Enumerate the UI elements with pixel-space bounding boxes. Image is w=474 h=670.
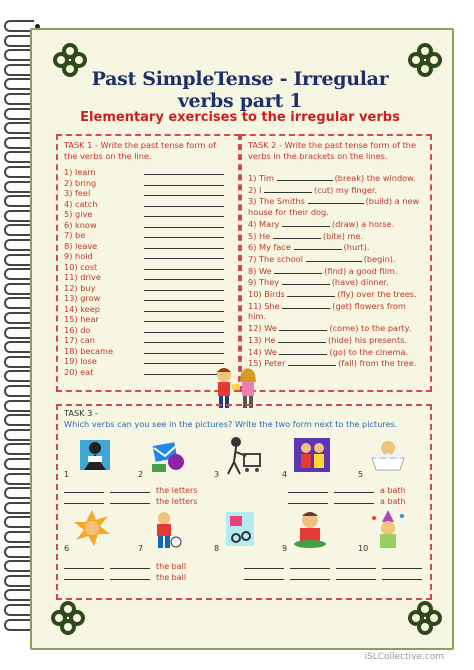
sentence-end: (break) the window.: [334, 173, 416, 183]
task3-instruction: Which verbs can you see in the pictures? Write the two form next to the pictures.: [64, 419, 398, 429]
answer-line[interactable]: [144, 345, 224, 354]
verb-label: 6) know: [64, 219, 97, 230]
answer-line[interactable]: [279, 322, 327, 331]
task1-heading: TASK 1 - Write the past tense form of the verbs on the line.: [64, 140, 216, 161]
sentence-start: 11) She: [248, 300, 283, 311]
verb-row: [64, 198, 224, 209]
verb-label: 7) be: [64, 230, 86, 240]
task3-number: 9: [282, 544, 288, 553]
answer-line[interactable]: [288, 484, 328, 493]
task3-heading: TASK 3 -: [64, 408, 98, 418]
task3-number: 10: [358, 544, 369, 553]
sentence-row: [248, 300, 419, 312]
verb-label: 16) do: [64, 324, 91, 335]
verb-label: 20) eat: [64, 366, 94, 377]
sentence-start: 15) Peter: [248, 358, 289, 369]
task3-number: 4: [282, 470, 288, 479]
sentence-start: 9) They: [248, 277, 282, 288]
answer-suffix: a bath: [380, 497, 406, 506]
answer-line[interactable]: [282, 300, 330, 309]
answer-line[interactable]: [110, 560, 150, 569]
sentence-end: (fall) from the tree.: [338, 358, 417, 369]
task3-number: 7: [138, 544, 144, 553]
answer-line[interactable]: [144, 250, 224, 259]
bath-picture-icon: [368, 434, 408, 476]
verb-label: 10) cost: [64, 261, 98, 272]
answer-line[interactable]: [274, 265, 322, 274]
answer-line[interactable]: [144, 292, 224, 301]
shopping-cart-picture-icon: [224, 434, 264, 476]
answer-line[interactable]: [144, 187, 224, 196]
verb-label: 17) can: [64, 335, 95, 345]
sentence-start: 4) Mary: [248, 218, 282, 229]
verb-row: [64, 240, 224, 251]
task3-number: 5: [358, 470, 364, 479]
sentence-row: [248, 195, 419, 207]
task3-answer-row: [244, 560, 428, 571]
verb-row: [64, 324, 224, 335]
answer-suffix: the letters: [156, 486, 198, 495]
verb-row: [64, 208, 224, 219]
verb-label: 8) leave: [64, 240, 98, 251]
verb-row: [64, 229, 224, 240]
answer-line[interactable]: [294, 241, 342, 250]
verb-row: [64, 334, 224, 345]
task2-sentence-list: [248, 172, 419, 369]
answer-line[interactable]: [336, 560, 376, 569]
task2-box: [240, 134, 432, 392]
task3-number: 2: [138, 470, 144, 479]
task3-answer-row: [64, 495, 197, 506]
crying-boy-picture-icon: [72, 508, 112, 550]
verb-label: 14) keep: [64, 303, 100, 314]
sentence-row: [248, 311, 419, 322]
answer-line[interactable]: [144, 282, 224, 291]
answer-line[interactable]: [64, 495, 104, 504]
verb-row: [64, 271, 224, 282]
sentence-end: (find) a good film.: [324, 265, 398, 276]
answer-line[interactable]: [290, 571, 330, 580]
answer-line[interactable]: [144, 261, 224, 270]
cutting-paper-picture-icon: [220, 508, 260, 550]
clover-ornament-icon: [405, 598, 445, 638]
playing-ball-picture-icon: [144, 508, 184, 550]
verb-label: 3) feel: [64, 188, 91, 198]
sentence-end: (hide) his presents.: [328, 334, 408, 345]
clover-ornament-icon: [48, 598, 88, 638]
sentence-row: [248, 322, 419, 334]
sentence-row: [248, 184, 419, 196]
sentence-start: 10) Birds: [248, 289, 288, 300]
sentence-start: 8) We: [248, 265, 275, 276]
sentence-row: [248, 265, 419, 277]
sentence-row: [248, 253, 419, 265]
sentence-row: [248, 207, 419, 218]
page-title: Past SimpleTense - Irregular verbs part 1: [91, 68, 389, 112]
sentence-row: [248, 334, 419, 346]
answer-line[interactable]: [144, 271, 224, 280]
sentence-start: him.: [248, 311, 267, 322]
party-picture-icon: [368, 508, 408, 550]
sentence-start: 13) He: [248, 334, 279, 345]
sentence-end: (cut) my finger.: [314, 184, 378, 195]
answer-line[interactable]: [288, 357, 336, 366]
answer-line[interactable]: [144, 208, 224, 217]
answer-line[interactable]: [382, 560, 422, 569]
sentence-start: 1) Tim: [248, 173, 277, 183]
verb-row: [64, 355, 224, 366]
sentence-row: [248, 230, 419, 242]
answer-line[interactable]: [278, 334, 326, 343]
sentence-start: 6) My face: [248, 242, 294, 253]
verb-row: [64, 282, 224, 293]
sentence-end: (bite) me.: [322, 230, 364, 241]
task3-answer-row: [288, 495, 406, 506]
answer-line[interactable]: [282, 276, 330, 285]
reading-person-picture-icon: [76, 434, 116, 476]
answer-suffix: a bath: [380, 486, 406, 495]
verb-row: [64, 177, 224, 188]
sentence-end: (fly) over the trees.: [337, 289, 417, 300]
verb-label: 18) became: [64, 345, 113, 356]
sentence-end: (go) to the cinema.: [329, 346, 409, 357]
verb-label: 15) hear: [64, 314, 99, 324]
verb-row: [64, 261, 224, 272]
task3-number: 1: [64, 470, 70, 479]
verb-row: [64, 250, 224, 261]
task3-number: 8: [214, 544, 220, 553]
verb-label: 13) grow: [64, 293, 101, 303]
answer-line[interactable]: [110, 571, 150, 580]
task3-answer-row: [64, 484, 197, 495]
answer-line[interactable]: [144, 355, 224, 364]
sentence-row: [248, 276, 419, 288]
answer-line[interactable]: [290, 560, 330, 569]
verb-row: [64, 219, 224, 230]
answer-line[interactable]: [336, 571, 376, 580]
answer-line[interactable]: [144, 303, 224, 312]
verb-row: [64, 345, 224, 356]
sentence-row: [248, 241, 419, 253]
sentence-row: [248, 288, 419, 300]
answer-line[interactable]: [110, 484, 150, 493]
verb-row: [64, 292, 224, 303]
answer-line[interactable]: [244, 571, 284, 580]
sentence-end: (build) a new: [365, 196, 420, 207]
answer-line[interactable]: [287, 288, 335, 297]
page-subtitle: Elementary exercises to the irregular verbs: [80, 110, 400, 125]
verb-row: [64, 187, 224, 198]
verb-label: 12) buy: [64, 282, 96, 293]
task1-box: [56, 134, 240, 392]
writing-letters-picture-icon: [148, 434, 188, 476]
sentence-row: [248, 172, 419, 184]
verb-label: 4) catch: [64, 198, 98, 209]
sentence-end: (get) flowers from: [332, 300, 406, 311]
verb-row: [64, 303, 224, 314]
answer-suffix: the ball: [156, 573, 187, 582]
sentence-row: [248, 357, 419, 369]
answer-line[interactable]: [144, 198, 224, 207]
clover-ornament-icon: [405, 40, 445, 80]
site-watermark: iSLCollective.com: [364, 652, 444, 662]
answer-line[interactable]: [144, 313, 224, 322]
dancing-picture-icon: [292, 434, 332, 476]
answer-line[interactable]: [64, 571, 104, 580]
verb-row: [64, 313, 224, 324]
answer-line[interactable]: [144, 177, 224, 186]
sentence-row: [248, 346, 419, 358]
verb-label: 5) give: [64, 209, 93, 219]
verb-label: 11) drive: [64, 272, 101, 282]
task3-number: 3: [214, 470, 220, 479]
sentence-start: 2) I: [248, 184, 265, 195]
task3-answer-row: [64, 571, 186, 582]
sentence-end: (begin).: [363, 253, 396, 264]
answer-line[interactable]: [288, 495, 328, 504]
answer-line[interactable]: [308, 195, 364, 204]
sentence-start: 7) The school: [248, 253, 306, 264]
sentence-start: 5) He: [248, 230, 273, 241]
answer-line[interactable]: [144, 229, 224, 238]
answer-line[interactable]: [306, 253, 362, 262]
sentence-end: (hurt).: [343, 242, 370, 253]
eating-picture-icon: [290, 508, 330, 550]
answer-line[interactable]: [64, 484, 104, 493]
task3-answer-row: [288, 484, 406, 495]
answer-line[interactable]: [277, 172, 333, 181]
answer-line[interactable]: [273, 230, 321, 239]
sentence-end: (have) dinner.: [331, 277, 389, 288]
answer-line[interactable]: [144, 166, 224, 175]
task1-verb-list: [64, 166, 224, 376]
task3-answer-row: [64, 560, 186, 571]
task3-number: 6: [64, 544, 70, 553]
answer-suffix: the ball: [156, 562, 187, 571]
task2-heading: TASK 2 - Write the past tense form of the verbs in the brackets on the lines.: [248, 140, 417, 161]
verb-row: [64, 166, 224, 177]
answer-line[interactable]: [64, 560, 104, 569]
answer-line[interactable]: [334, 495, 374, 504]
sentence-start: house for their dog.: [248, 207, 329, 218]
answer-line[interactable]: [144, 324, 224, 333]
sentence-end: (draw) a horse.: [331, 218, 395, 229]
answer-line[interactable]: [144, 334, 224, 343]
answer-line[interactable]: [144, 240, 224, 249]
answer-line[interactable]: [264, 184, 312, 193]
verb-row: [64, 366, 224, 377]
verb-label: 9) hold: [64, 251, 93, 261]
verb-label: 1) learn: [64, 167, 96, 177]
answer-line[interactable]: [144, 219, 224, 228]
sentence-row: [248, 218, 419, 230]
answer-line[interactable]: [244, 560, 284, 569]
answer-line[interactable]: [334, 484, 374, 493]
answer-line[interactable]: [110, 495, 150, 504]
answer-suffix: the letters: [156, 497, 198, 506]
verb-label: 2) bring: [64, 177, 97, 188]
task3-answer-row: [244, 571, 428, 582]
answer-line[interactable]: [282, 218, 330, 227]
verb-label: 19) lose: [64, 356, 97, 366]
answer-line[interactable]: [279, 346, 327, 355]
sentence-start: 12) We: [248, 323, 280, 334]
sentence-end: (come) to the party.: [329, 323, 411, 334]
answer-line[interactable]: [382, 571, 422, 580]
sentence-start: 3) The Smiths: [248, 196, 308, 207]
sentence-start: 14) We: [248, 346, 280, 357]
